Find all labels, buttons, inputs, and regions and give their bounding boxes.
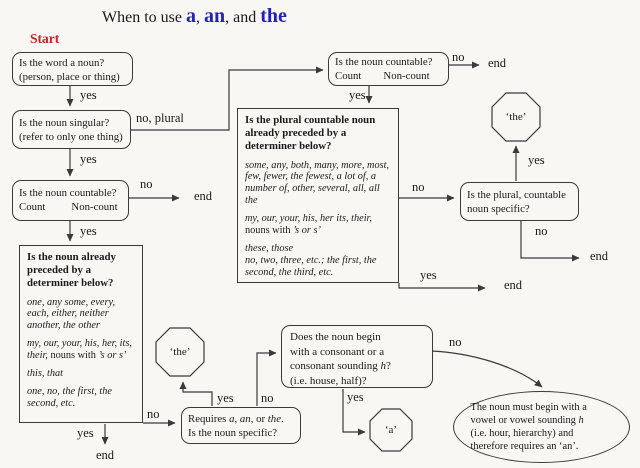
- label-no: no: [147, 407, 160, 421]
- title-word-an: an: [203, 5, 226, 27]
- node-line: [188, 412, 294, 426]
- edge-consonant-no-vowel: [432, 351, 542, 387]
- group-run: my, our, your, his, her, its, their,: [27, 338, 132, 362]
- node-line: Is the noun countable?: [335, 56, 433, 68]
- label-end: end: [504, 278, 523, 292]
- node-line: Does the noun begin: [290, 331, 381, 343]
- label-yes: yes: [528, 153, 545, 167]
- page-title: [102, 5, 287, 28]
- heading-line: determiner below?: [245, 140, 332, 153]
- heading-line: Is the noun already: [27, 251, 116, 263]
- title-word-the: the: [260, 5, 287, 27]
- text-run: ,: [234, 413, 240, 425]
- edge-requires-yes-the: [183, 382, 212, 406]
- group-run: these, those: [245, 243, 294, 255]
- node-line: Is the word a noun?: [19, 57, 105, 69]
- label-yes: yes: [217, 391, 234, 405]
- noncount-option: Non-count: [71, 201, 118, 214]
- label-yes: yes: [80, 152, 97, 166]
- node-singular-determiner: [19, 245, 143, 423]
- text-run: h: [380, 360, 386, 373]
- note-line: therefore requires an ‘an’.: [470, 441, 579, 452]
- node-line: [19, 200, 122, 214]
- text-run: a: [229, 413, 235, 425]
- heading-line: already preceded by a: [245, 127, 347, 140]
- determiner-group: this, that: [27, 368, 64, 380]
- title-sep1: ,: [195, 9, 204, 26]
- group-run: ’s or s’: [98, 350, 127, 362]
- node-is-singular: [12, 110, 131, 149]
- text-run: .: [281, 413, 284, 425]
- heading-line: Is the plural countable noun: [245, 114, 376, 126]
- node-line: with a consonant or a: [290, 345, 385, 358]
- node-is-countable-left: [12, 180, 129, 221]
- label-no: no: [261, 391, 274, 405]
- terminal-a: ‘a’: [384, 424, 398, 436]
- edge-plural-specific-no-end: [521, 221, 579, 258]
- determiner-group: [245, 213, 391, 237]
- node-requires: [181, 407, 301, 444]
- heading-line: determiner below?: [27, 277, 114, 290]
- node-plural-determiner: [237, 108, 399, 283]
- label-yes: yes: [80, 224, 97, 238]
- text-run: the: [267, 413, 281, 425]
- determiner-group: some, any, both, many, more, most, few, fewer, the fewest, a lot of, a number of, other, several, all, all the: [245, 159, 390, 207]
- group-run: no, two, three, etc.; the first, the second, the third, etc.: [245, 255, 377, 279]
- heading-line: preceded by a: [27, 264, 91, 277]
- node-heading: [27, 251, 135, 291]
- label-yes: yes: [349, 88, 366, 102]
- node-line: [290, 359, 424, 374]
- label-yes: yes: [80, 88, 97, 102]
- determiner-group: [245, 243, 391, 279]
- title-sep2: , and: [225, 9, 261, 26]
- text-run: ?: [385, 360, 391, 373]
- node-vowel-note: [453, 391, 630, 463]
- node-heading: [245, 114, 391, 154]
- text-run: vowel or vowel sounding: [470, 415, 579, 426]
- note-line: (i.e. hour, hierarchy) and: [470, 428, 574, 439]
- label-end: end: [96, 448, 115, 462]
- terminal-the-right: ‘the’: [505, 111, 527, 123]
- label-no: no: [140, 177, 153, 191]
- node-is-word-noun: [12, 52, 133, 86]
- count-option: Count: [19, 201, 46, 214]
- node-line: (refer to only one thing): [19, 131, 123, 144]
- node-line: Is the noun countable?: [19, 187, 117, 199]
- text-run: , or: [250, 413, 268, 425]
- group-run: my, our, your, his, her its, their,: [245, 213, 373, 225]
- label-no: no: [449, 335, 462, 349]
- note-line: The noun must begin with a: [470, 402, 587, 413]
- node-line: [335, 69, 442, 83]
- text-run: consonant sounding: [290, 360, 381, 373]
- label-no-plural: no, plural: [136, 111, 184, 125]
- label-no: no: [412, 180, 425, 194]
- label-end: end: [590, 249, 609, 263]
- note-line: [471, 414, 613, 427]
- text-run: h: [578, 415, 584, 426]
- text-run: an: [239, 413, 251, 425]
- determiner-group: one, any some, every, each, either, neither another, the other: [27, 296, 116, 332]
- node-consonant: [281, 325, 433, 388]
- label-end: end: [488, 56, 507, 70]
- start-label: Start: [30, 31, 60, 46]
- terminal-the-left: ‘the’: [169, 346, 191, 358]
- text-run: Requires: [188, 413, 230, 425]
- node-line: Is the plural, countable: [467, 189, 566, 201]
- edge-plural-det-yes-end: [399, 283, 485, 288]
- label-no: no: [452, 50, 465, 64]
- node-line: (person, place or thing): [19, 71, 120, 84]
- title-prefix: When to use: [102, 9, 186, 26]
- node-line: Is the noun specific?: [188, 427, 278, 440]
- count-option: Count: [335, 70, 362, 83]
- node-is-countable-top: [328, 52, 449, 86]
- group-run: nouns with: [47, 350, 99, 362]
- group-run: ’s or s’: [293, 225, 321, 237]
- node-plural-specific: [460, 182, 579, 221]
- determiner-group: [27, 338, 135, 362]
- label-yes: yes: [77, 426, 94, 440]
- node-line: noun specific?: [467, 203, 530, 216]
- label-end: end: [194, 189, 213, 203]
- title-word-a: a: [185, 5, 196, 27]
- node-line: Is the noun singular?: [19, 117, 110, 129]
- label-yes: yes: [420, 268, 437, 282]
- label-yes: yes: [347, 390, 364, 404]
- noncount-option: Non-count: [383, 70, 430, 83]
- node-line: (i.e. house, half)?: [290, 374, 367, 387]
- determiner-group: one, no, the first, the second, etc.: [27, 386, 112, 410]
- label-no: no: [535, 224, 548, 238]
- note-text: [471, 401, 613, 453]
- group-run: nouns with: [245, 225, 294, 237]
